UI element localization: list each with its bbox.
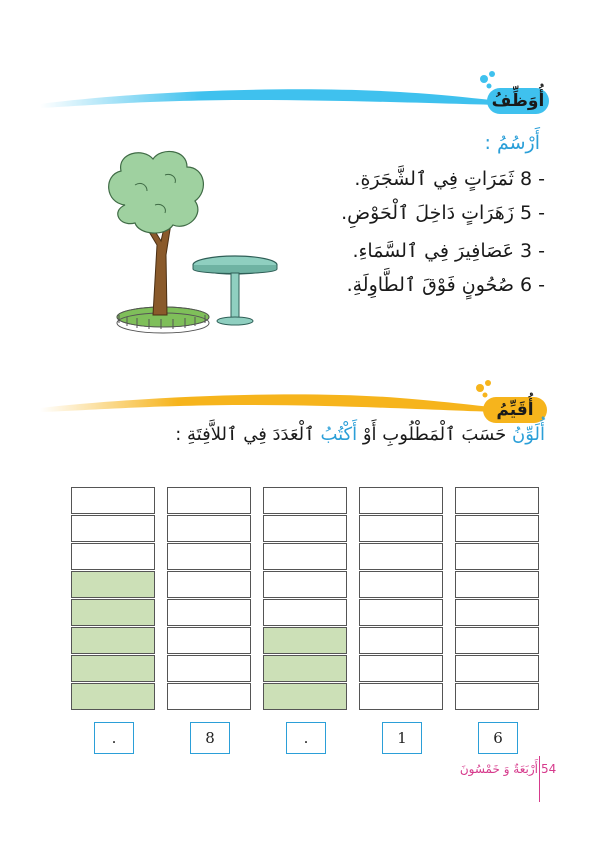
- answer-box-5[interactable]: 6: [478, 722, 518, 754]
- empty-cell[interactable]: [455, 543, 539, 570]
- empty-cell[interactable]: [359, 599, 443, 626]
- empty-cell[interactable]: [359, 543, 443, 570]
- empty-cell[interactable]: [167, 571, 251, 598]
- filled-cell[interactable]: [71, 627, 155, 654]
- page-number: 54: [541, 762, 557, 776]
- instruction-middle: حَسَبَ ٱلْمَطْلُوبِ أَوْ: [357, 424, 512, 445]
- footer-divider: [539, 756, 540, 802]
- section-badge-apply: أُوَظِّفُ: [487, 88, 549, 114]
- tree: [109, 151, 204, 315]
- tree-and-table-illustration: [95, 145, 290, 335]
- filled-cell[interactable]: [263, 683, 347, 710]
- counting-column-4: [359, 486, 445, 710]
- empty-cell[interactable]: [263, 543, 347, 570]
- empty-cell[interactable]: [455, 627, 539, 654]
- task-item-plates: - 6 صُحُونٍ فَوْقَ ٱلطَّاوِلَةِ.: [346, 274, 545, 296]
- filled-cell[interactable]: [71, 655, 155, 682]
- empty-cell[interactable]: [455, 655, 539, 682]
- empty-cell[interactable]: [455, 515, 539, 542]
- filled-cell[interactable]: [263, 627, 347, 654]
- empty-cell[interactable]: [263, 515, 347, 542]
- empty-cell[interactable]: [167, 655, 251, 682]
- empty-cell[interactable]: [167, 515, 251, 542]
- empty-cell[interactable]: [263, 571, 347, 598]
- section-badge-evaluate: أُقَيِّمُ: [483, 397, 547, 423]
- filled-cell[interactable]: [263, 655, 347, 682]
- empty-cell[interactable]: [359, 487, 443, 514]
- counting-column-1: [71, 486, 157, 710]
- instruction-write-word: أَكْتُبُ: [320, 424, 358, 445]
- counting-column-2: [167, 486, 253, 710]
- empty-cell[interactable]: [359, 683, 443, 710]
- empty-cell[interactable]: [167, 627, 251, 654]
- empty-cell[interactable]: [359, 571, 443, 598]
- empty-cell[interactable]: [455, 599, 539, 626]
- filled-cell[interactable]: [71, 571, 155, 598]
- empty-cell[interactable]: [359, 627, 443, 654]
- empty-cell[interactable]: [71, 515, 155, 542]
- task-item-birds: - 3 عَصَافِيرَ فِي ٱلسَّمَاءِ.: [352, 240, 545, 262]
- filled-cell[interactable]: [71, 683, 155, 710]
- empty-cell[interactable]: [359, 515, 443, 542]
- evaluation-instruction: [175, 424, 545, 445]
- task-item-fruits: - 8 ثَمَرَاتٍ فِي ٱلشَّجَرَةِ.: [354, 168, 545, 190]
- empty-cell[interactable]: [263, 599, 347, 626]
- empty-cell[interactable]: [167, 487, 251, 514]
- empty-cell[interactable]: [167, 543, 251, 570]
- empty-cell[interactable]: [71, 487, 155, 514]
- filled-cell[interactable]: [71, 599, 155, 626]
- empty-cell[interactable]: [263, 487, 347, 514]
- page-number-words: أَرْبَعَةٌ وَ خَمْسُونَ: [459, 762, 538, 776]
- answer-box-3[interactable]: .: [286, 722, 326, 754]
- empty-cell[interactable]: [359, 655, 443, 682]
- empty-cell[interactable]: [71, 543, 155, 570]
- instruction-end: ٱلْعَدَدَ فِي ٱللاَّفِتَةِ :: [175, 424, 321, 445]
- empty-cell[interactable]: [455, 571, 539, 598]
- answer-box-4[interactable]: 1: [382, 722, 422, 754]
- counting-column-3: [263, 486, 349, 710]
- counting-column-5: [455, 486, 541, 710]
- empty-cell[interactable]: [167, 599, 251, 626]
- empty-cell[interactable]: [455, 683, 539, 710]
- draw-instruction-title: أَرْسُمُ :: [484, 132, 540, 154]
- answer-box-1[interactable]: .: [94, 722, 134, 754]
- instruction-color-word: أُلَوِّنُ: [511, 424, 545, 445]
- empty-cell[interactable]: [167, 683, 251, 710]
- answer-box-2[interactable]: 8: [190, 722, 230, 754]
- empty-cell[interactable]: [455, 487, 539, 514]
- task-item-flowers: - 5 زَهَرَاتٍ دَاخِلَ ٱلْحَوْضِ.: [341, 202, 545, 224]
